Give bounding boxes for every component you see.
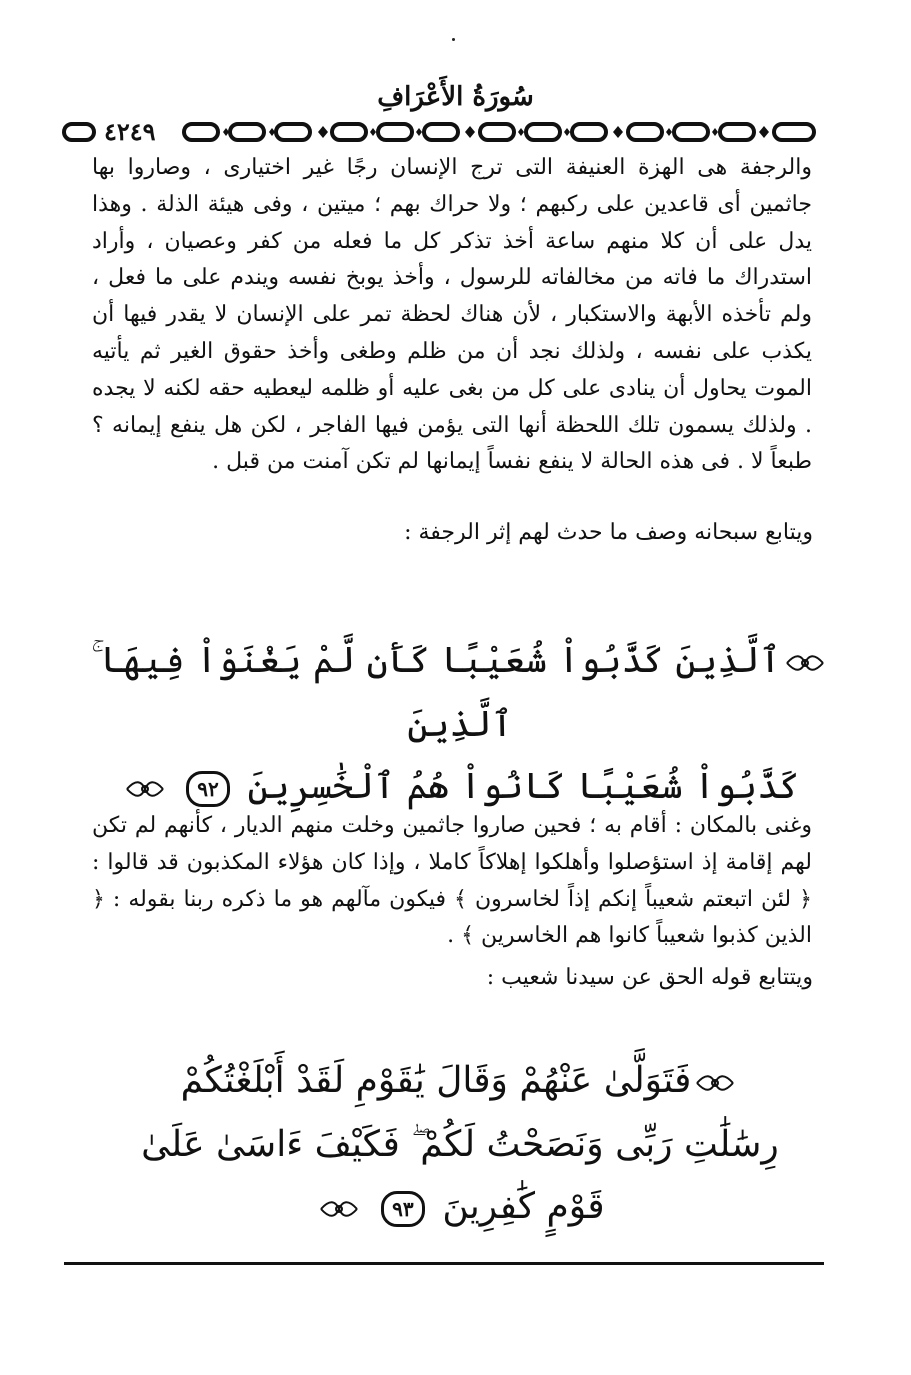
verse-end-badge: ٩٣ xyxy=(381,1191,425,1227)
paragraph-text: والرجفة هى الهزة العنيفة التى ترج الإنسان رجًا غير اختيارى ، وصاروا بها جاثمين أى قاعدين على ركبهم ؛ ولا حراك بهم ؛ ميتين ، وفى هيئة الذلة . وهذا يدل على أن كلا منهم ساعة أخذ تذكر كل ما فعله من كفر وعصيان ، وأراد استدراك ما فاته من مخالفاته للرسول ، وأخذ يوبخ نفسه ويندم على ما فعل ، ولم تأخذه الأبهة والاستكبار ، لأن هناك لحظة تمر على الإنسان لا يقدر فيها أن يكذب على نفسه ، ولذلك نجد أن من ظلم وطغى وأخذ حقوق الغير ثم يأتيه الموت يحاول أن ينادى على كل من بغى عليه أو ظلمه ليعطيه حقه لكنه لا يجده . ولذلك يسمون تلك اللحظة أنها التى يؤمن فيها الفاجر ، لكن هل ينفع إيمانه ؟ طبعاً لا . فى هذه الحالة لا ينفع نفساً إيمانها لم تكن آمنت من قبل . xyxy=(92,155,812,475)
verse-93-line-2: رِسَٰلَٰتِ رَبِّى وَنَصَحْتُ لَكُمْ ۖ فَكَيْفَ ءَاسَىٰ عَلَىٰ xyxy=(141,1124,779,1165)
lead-in-1: ويتابع سبحانه وصف ما حدث لهم إثر الرجفة : xyxy=(404,520,813,545)
verse-92 xyxy=(60,630,860,820)
verse-flourish-icon xyxy=(785,632,825,694)
verse-text: كَذَّبُواْ شُعَيْبًا كَانُواْ هُمُ ٱلْخَٰسِرِينَ xyxy=(247,766,800,807)
commentary-paragraph-1 xyxy=(92,150,812,481)
verse-93-line-1 xyxy=(60,1050,860,1114)
verse-92-line-1 xyxy=(60,630,860,756)
verse-93 xyxy=(60,1050,860,1240)
verse-93-line-3 xyxy=(60,1176,860,1240)
lead-in-2: ويتتابع قوله الحق عن سيدنا شعيب : xyxy=(486,965,813,990)
verse-text: قَوْمٍ كَٰفِرِينَ xyxy=(442,1186,605,1227)
commentary-paragraph-2 xyxy=(92,808,812,955)
verse-flourish-icon xyxy=(695,1052,735,1114)
verse-text: فَتَوَلَّىٰ عَنْهُمْ وَقَالَ يَٰقَوْمِ لَقَدْ أَبْلَغْتُكُمْ xyxy=(180,1060,692,1101)
verse-end-badge: ٩٢ xyxy=(186,771,230,807)
verse-text: ٱلَّذِينَ كَذَّبُواْ شُعَيْبًا كَأَن لَّمْ يَغْنَوْاْ فِيهَا ۚ ٱلَّذِينَ xyxy=(91,640,781,745)
paragraph-text: وغنى بالمكان : أقام به ؛ فحين صاروا جاثمين وخلت منهم الديار ، كأنهم لم تكن لهم إقامة إذ استؤصلوا وأهلكوا إهلاكاً كاملا ، وإذا كان هؤلاء المكذبون قد قالوا : ﴿ لئن اتبعتم شعيباً إنكم إذاً لخاسرون ﴾ فيكون مآلهم هو ما ذكره ربنا بقوله : ﴿ الذين كذبوا شعيباً كانوا هم الخاسرين ﴾ . xyxy=(92,813,812,949)
chain-ornament-border xyxy=(62,120,822,144)
surah-title: سُورَةُ الأَعْرَافِ xyxy=(377,82,534,112)
top-dot xyxy=(452,38,455,41)
verse-flourish-icon xyxy=(319,1178,359,1240)
page-number: ٤٢٤٩ xyxy=(98,117,162,146)
bottom-rule xyxy=(64,1262,824,1265)
